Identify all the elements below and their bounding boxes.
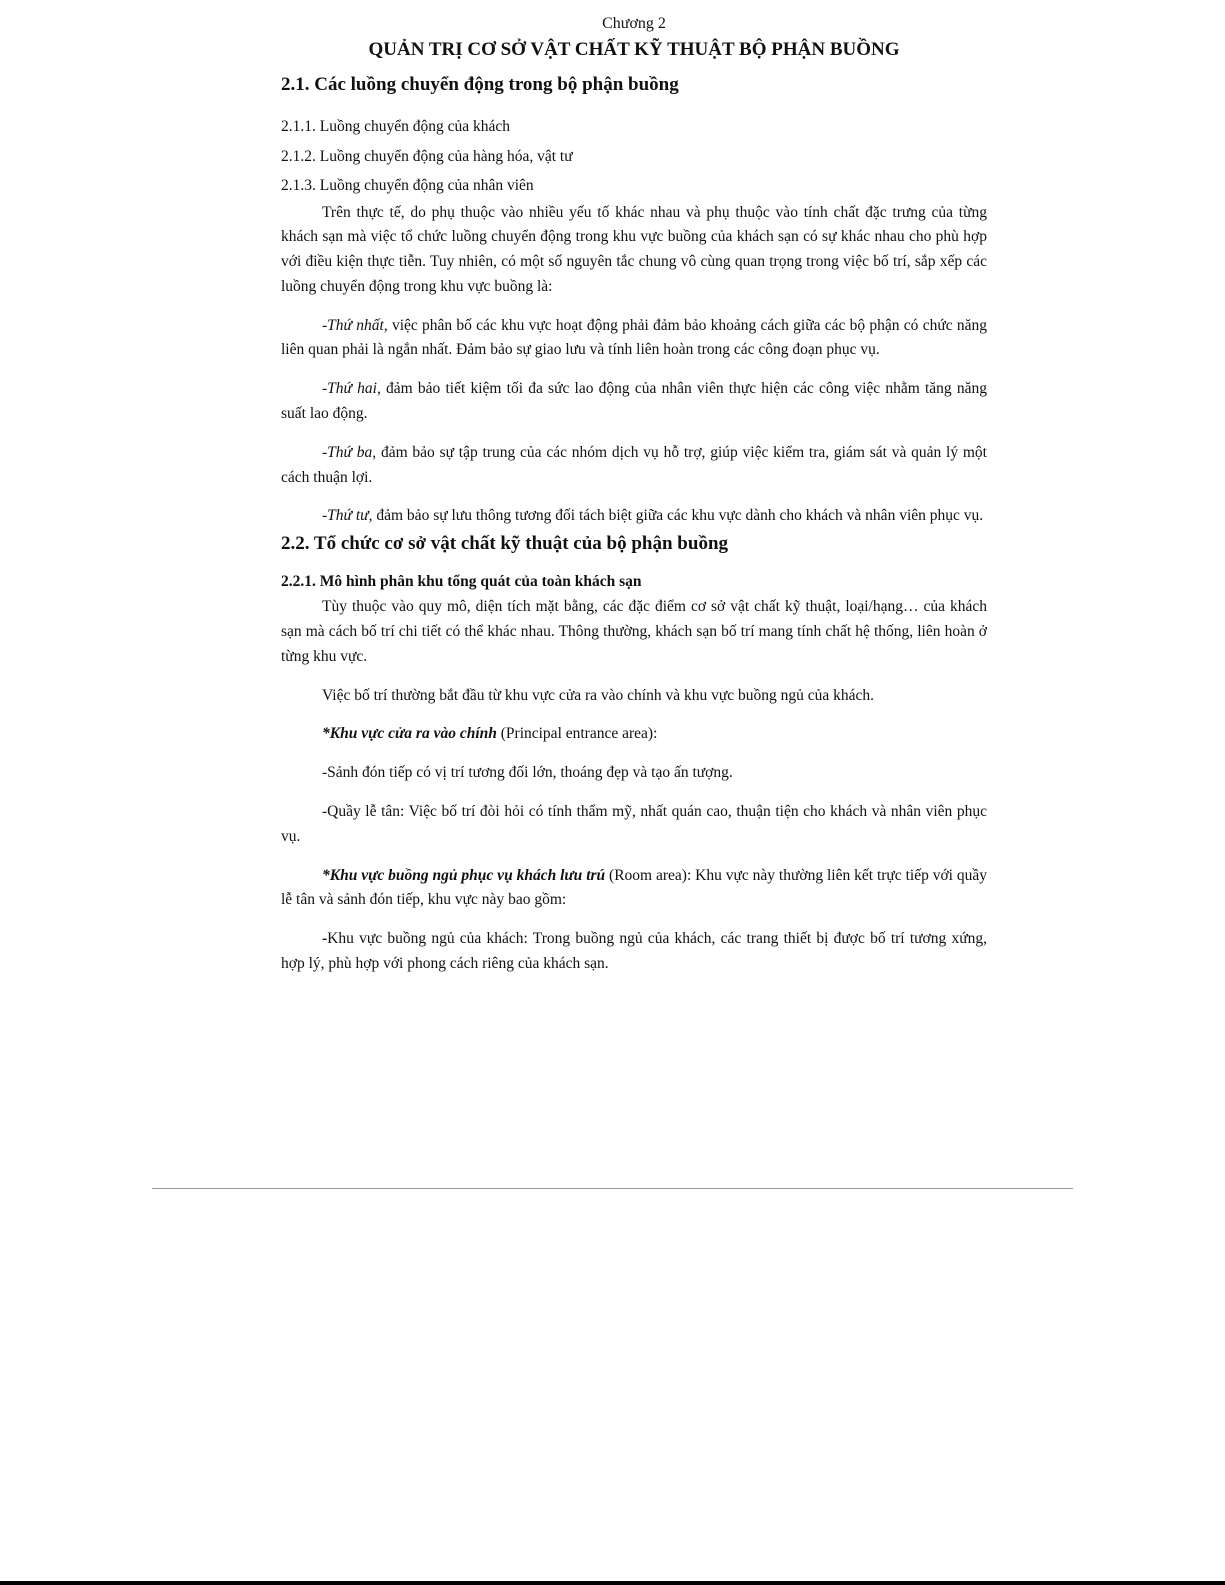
subsection-2-1-1: 2.1.1. Luồng chuyển động của khách <box>281 118 510 135</box>
intro-paragraph: Trên thực tế, do phụ thuộc vào nhiều yếu tố khác nhau và phụ thuộc vào tính chất đặc trưng của từng khách sạn mà việc tổ chức luồng chuyển động trong khu vực buồng của khách sạn có sự khác nhau cho phù hợp với điều kiện thực tiễn. Tuy nhiên, có một số nguyên tắc chung vô cùng quan trọng trong việc bố trí, sắp xếp các luồng chuyển động trong khu vực buồng là: <box>281 203 987 295</box>
principle-4-text: đảm bảo sự lưu thông tương đối tách biệt giữa các khu vực dành cho khách và nhân viên phục vụ. <box>372 507 984 525</box>
section-heading-2-2: 2.2. Tổ chức cơ sở vật chất kỹ thuật của bộ phận buồng <box>281 533 729 555</box>
layout-start-paragraph: Việc bố trí thường bắt đầu từ khu vực cửa ra vào chính và khu vực buồng ngủ của khách. <box>322 686 875 704</box>
subsection-2-2-1: 2.2.1. Mô hình phân khu tổng quát của toàn khách sạn <box>281 573 642 591</box>
principle-1 <box>281 314 987 364</box>
principle-2 <box>281 377 987 427</box>
lobby-item: -Sảnh đón tiếp có vị trí tương đối lớn, thoáng đẹp và tạo ấn tượng. <box>322 764 733 782</box>
guest-room-text: Khu vực buồng ngủ của khách: Trong buồng ngủ của khách, các trang thiết bị được bố trí tương xứng, hợp lý, phù hợp với phong cách riêng của khách sạn. <box>281 930 987 973</box>
principle-4-lead: -Thứ tư, <box>322 507 373 525</box>
guest-room-lead: - <box>322 930 328 948</box>
room-area-line <box>281 864 987 914</box>
principle-3 <box>281 441 987 491</box>
chapter-title: QUẢN TRỊ CƠ SỞ VẬT CHẤT KỸ THUẬT BỘ PHẬN BUỒNG <box>368 39 900 60</box>
bottom-edge-bar <box>0 1581 1225 1585</box>
principle-2-text: đảm bảo tiết kiệm tối đa sức lao động của nhân viên thực hiện các công việc nhằm tăng năng suất lao động. <box>281 380 987 423</box>
subsection-2-1-3: 2.1.3. Luồng chuyển động của nhân viên <box>281 177 534 194</box>
room-area-suffix: (Room area): Khu vực này thường liên kết trực tiếp với quầy lễ tân và sảnh đón tiếp, khu vực này bao gồm: <box>281 866 987 909</box>
guest-room-item <box>281 927 987 977</box>
section-heading-2-1: 2.1. Các luồng chuyển động trong bộ phận buồng <box>281 74 679 95</box>
subsection-2-1-2: 2.1.2. Luồng chuyển động của hàng hóa, vật tư <box>281 147 573 165</box>
document-page <box>281 12 987 977</box>
principle-1-text: , việc phân bố các khu vực hoạt động phải đảm bảo khoảng cách giữa các bộ phận có chức năng liên quan phải là ngắn nhất. Đảm bảo sự giao lưu và tính liên hoàn trong các công đoạn phục vụ. <box>281 316 987 359</box>
principle-4 <box>281 504 987 529</box>
footer-divider <box>152 1188 1073 1189</box>
entrance-area-suffix: (Principal entrance area): <box>496 725 658 743</box>
entrance-area-line <box>281 722 987 747</box>
entrance-area-title: *Khu vực cửa ra vào chính <box>322 725 497 743</box>
reception-item: -Quầy lễ tân: Việc bố trí đòi hỏi có tính thẩm mỹ, nhất quán cao, thuận tiện cho khách và nhân viên phục vụ. <box>281 803 987 845</box>
chapter-label: Chương 2 <box>602 15 666 32</box>
room-area-title: *Khu vực buồng ngủ phục vụ khách lưu trú <box>322 866 606 884</box>
principle-1-lead: -Thứ nhất <box>322 316 384 334</box>
principle-3-text: đảm bảo sự tập trung của các nhóm dịch vụ hỗ trợ, giúp việc kiểm tra, giám sát và quản lý một cách thuận lợi. <box>281 443 987 486</box>
principle-3-lead: -Thứ ba, <box>322 443 377 461</box>
layout-paragraph: Tùy thuộc vào quy mô, diện tích mặt bằng, các đặc điểm cơ sở vật chất kỹ thuật, loại/hạng… của khách sạn mà cách bố trí chi tiết có thể khác nhau. Thông thường, khách sạn bố trí mang tính chất hệ thống, liên hoàn ở từng khu vực. <box>281 598 987 665</box>
principle-2-lead: -Thứ hai, <box>322 380 381 398</box>
